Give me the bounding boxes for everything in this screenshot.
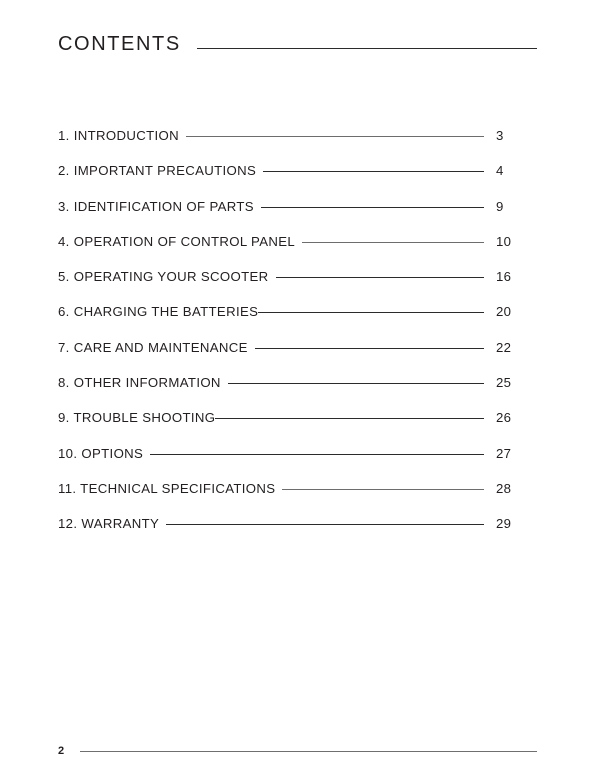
toc-entry-page-number: 27 [496,445,512,461]
toc-leader-line [215,418,484,419]
toc-entry-label: 10. OPTIONS [58,445,144,461]
toc-entry-page-number: 4 [496,163,504,179]
toc-entry-page-number: 22 [496,339,512,355]
toc-entry-label: 5. OPERATING YOUR SCOOTER [58,269,269,285]
page-footer [58,744,537,758]
toc-entry-label: 9. TROUBLE SHOOTING [58,410,216,426]
toc-leader-line [258,312,484,313]
toc-entry-label: 12. WARRANTY [58,516,160,532]
toc-entry[interactable] [58,482,537,517]
toc-leader-line [228,383,484,384]
toc-leader-line [276,277,484,278]
toc-leader-line [150,454,484,455]
toc-leader-line [166,524,484,525]
toc-leader-line [263,171,484,172]
toc-entry-label: 7. CARE AND MAINTENANCE [58,339,248,355]
toc-entry-label: 2. IMPORTANT PRECAUTIONS [58,163,257,179]
page-title: CONTENTS [58,33,181,55]
toc-entry[interactable] [58,411,537,446]
toc-leader-line [261,207,484,208]
toc-entry-label: 6. CHARGING THE BATTERIES [58,304,259,320]
toc-entry-label: 3. IDENTIFICATION OF PARTS [58,198,254,214]
toc-entry-page-number: 10 [496,233,512,249]
toc-entry[interactable] [58,341,537,376]
footer-rule [80,751,537,752]
toc-entry-page-number: 28 [496,480,512,496]
toc-entry[interactable] [58,447,537,482]
footer-page-number: 2 [58,744,65,757]
toc-leader-line [186,136,484,137]
toc-entry-page-number: 20 [496,304,512,320]
toc-entry[interactable] [58,200,537,235]
toc-entry[interactable] [58,270,537,305]
table-of-contents [58,129,537,553]
toc-entry-page-number: 3 [496,128,504,143]
toc-entry-page-number: 29 [496,516,512,532]
toc-entry[interactable] [58,517,537,552]
toc-leader-line [255,348,484,349]
toc-entry-label: 1. INTRODUCTION [58,128,180,143]
toc-entry-label: 4. OPERATION OF CONTROL PANEL [58,233,296,249]
toc-leader-line [302,242,484,243]
toc-entry-page-number: 9 [496,198,504,214]
toc-entry[interactable] [58,235,537,270]
toc-entry-label: 11. TECHNICAL SPECIFICATIONS [58,480,276,496]
toc-leader-line [282,489,484,490]
toc-entry[interactable] [58,129,537,164]
heading-rule [197,48,537,49]
toc-entry[interactable] [58,164,537,199]
toc-entry[interactable] [58,376,537,411]
contents-heading [58,30,537,58]
toc-entry-page-number: 16 [496,269,512,285]
toc-entry-page-number: 26 [496,410,512,426]
toc-entry[interactable] [58,305,537,340]
toc-entry-label: 8. OTHER INFORMATION [58,375,221,391]
toc-entry-page-number: 25 [496,375,512,391]
